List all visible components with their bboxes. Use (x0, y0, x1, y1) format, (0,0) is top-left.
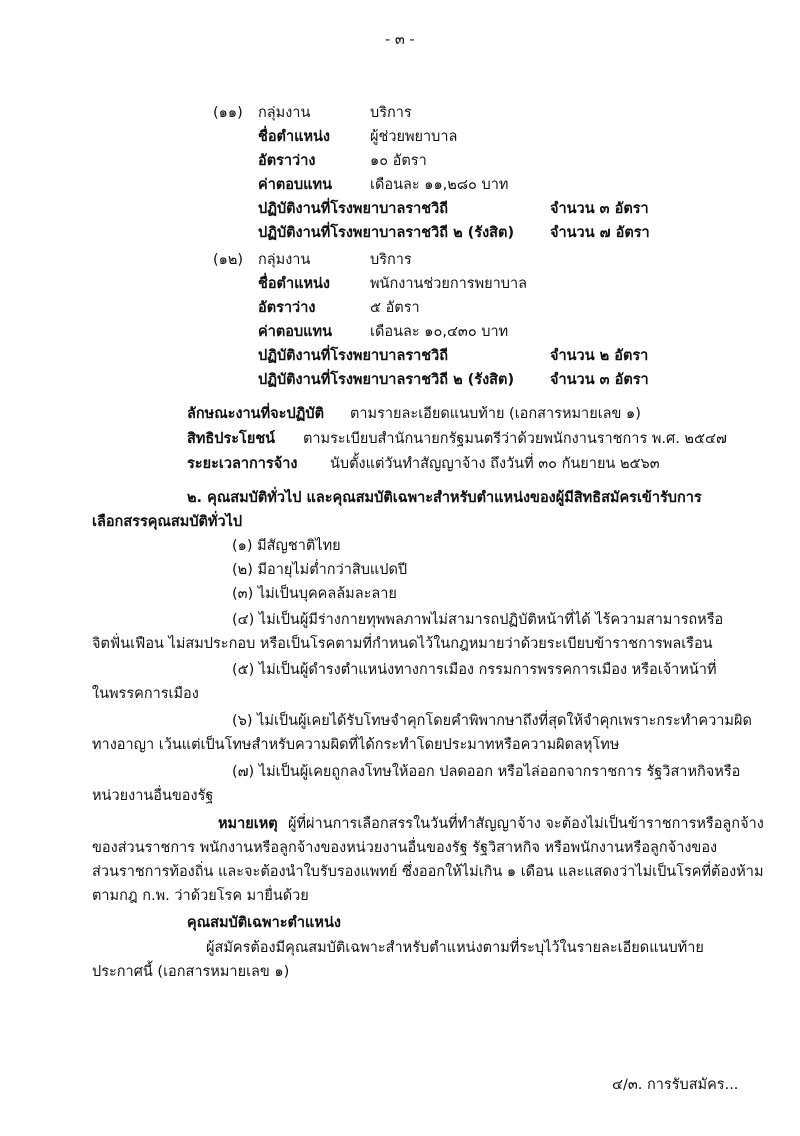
pay-value: เดือนละ ๑๐,๔๓๐ บาท (370, 324, 509, 340)
work1-value: จำนวน ๒ อัตรา (550, 348, 649, 364)
pay-label: ค่าตอบแทน (258, 324, 332, 340)
position-label: ชื่อตำแหน่ง (258, 276, 331, 292)
footer-continuation: ๔/๓. การรับสมัคร... (612, 1077, 739, 1093)
qualification-item-4: (๔) ไม่เป็นผู้มีร่างกายทุพพลภาพไม่สามารถปฏิบัติหน้าที่ได้ ไร้ความสามารถหรือ (232, 612, 724, 628)
duties-label: ลักษณะงานที่จะปฏิบัติ (187, 406, 324, 422)
qualification-item-5-cont: ในพรรคการเมือง (92, 686, 199, 702)
work2-label: ปฏิบัติงานที่โรงพยาบาลราชวิถี ๒ (รังสิต) (258, 225, 515, 241)
vacancy-label: อัตราว่าง (258, 300, 316, 316)
benefits-label: สิทธิประโยชน์ (187, 431, 276, 447)
position-label: ชื่อตำแหน่ง (258, 129, 331, 145)
duties-value: ตามรายละเอียดแนบท้าย (เอกสารหมายเลข ๑) (350, 406, 641, 422)
qualification-item-5: (๕) ไม่เป็นผู้ดำรงตำแหน่งทางการเมือง กรรมการพรรคการเมือง หรือเจ้าหน้าที่ (232, 662, 717, 678)
position-value: ผู้ช่วยพยาบาล (370, 129, 458, 145)
qualification-item-7: (๗) ไม่เป็นผู้เคยถูกลงโทษให้ออก ปลดออก หรือไล่ออกจากราชการ รัฐวิสาหกิจหรือ (232, 764, 741, 780)
period-value: นับตั้งแต่วันทำสัญญาจ้าง ถึงวันที่ ๓๐ กันยายน ๒๕๖๓ (330, 456, 660, 472)
specific-qualifications-heading: คุณสมบัติเฉพาะตำแหน่ง (187, 915, 341, 931)
page-number: - ๓ - (385, 32, 415, 48)
qualification-item-2: (๒) มีอายุไม่ต่ำกว่าสิบแปดปี (232, 562, 408, 578)
work1-label: ปฏิบัติงานที่โรงพยาบาลราชวิถี (258, 201, 449, 217)
group-value: บริการ (370, 252, 412, 268)
work2-label: ปฏิบัติงานที่โรงพยาบาลราชวิถี ๒ (รังสิต) (258, 372, 515, 388)
qualification-item-3: (๓) ไม่เป็นบุคคลล้มละลาย (232, 586, 397, 602)
vacancy-value: ๑๐ อัตรา (370, 153, 427, 169)
qualification-item-6: (๖) ไม่เป็นผู้เคยได้รับโทษจำคุกโดยคำพิพากษาถึงที่สุดให้จำคุกเพราะกระทำความผิด (232, 713, 752, 729)
work1-label: ปฏิบัติงานที่โรงพยาบาลราชวิถี (258, 348, 449, 364)
position-value: พนักงานช่วยการพยาบาล (370, 276, 528, 292)
qualification-item-4-cont: จิตฟั่นเฟือน ไม่สมประกอบ หรือเป็นโรคตามที่กำหนดไว้ในกฎหมายว่าด้วยระเบียบข้าราชการพลเรือน (92, 636, 713, 652)
vacancy-value: ๕ อัตรา (370, 300, 420, 316)
group-value: บริการ (370, 105, 412, 121)
pay-value: เดือนละ ๑๑,๒๘๐ บาท (370, 177, 509, 193)
specific-qualifications-text: ผู้สมัครต้องมีคุณสมบัติเฉพาะสำหรับตำแหน่งตามที่ระบุไว้ในรายละเอียดแนบท้าย (206, 940, 704, 956)
group-label: กลุ่มงาน (258, 252, 311, 268)
group-label: กลุ่มงาน (258, 105, 311, 121)
section-heading: ๒. คุณสมบัติทั่วไป และคุณสมบัติเฉพาะสำหรับตำแหน่งของผู้มีสิทธิสมัครเข้ารับการ (187, 490, 702, 506)
qualification-item-7-cont: หน่วยงานอื่นของรัฐ (92, 788, 214, 804)
note-text-cont-3: ตามกฎ ก.พ. ว่าด้วยโรค มายื่นด้วย (92, 888, 309, 904)
work2-value: จำนวน ๗ อัตรา (550, 225, 650, 241)
note-text: ผู้ที่ผ่านการเลือกสรรในวันที่ทำสัญญาจ้าง จะต้องไม่เป็นข้าราชการหรือลูกจ้าง (288, 816, 764, 832)
qualification-item-1: (๑) มีสัญชาติไทย (232, 538, 341, 554)
specific-qualifications-text-cont: ประกาศนี้ (เอกสารหมายเลข ๑) (92, 964, 290, 980)
group-number: (๑๑) (213, 105, 243, 121)
vacancy-label: อัตราว่าง (258, 153, 316, 169)
note-text-cont-2: ส่วนราชการท้องถิ่น และจะต้องนำใบรับรองแพทย์ ซึ่งออกให้ไม่เกิน ๑ เดือน และแสดงว่าไม่เป็นโรคที่ต้องห้าม (92, 864, 764, 880)
note-label: หมายเหตุ (218, 816, 278, 832)
pay-label: ค่าตอบแทน (258, 177, 332, 193)
note-text-cont-1: ของส่วนราชการ พนักงานหรือลูกจ้างของหน่วยงานอื่นของรัฐ รัฐวิสาหกิจ หรือพนักงานหรือลูกจ้างของ (92, 840, 718, 856)
section-heading-cont: เลือกสรรคุณสมบัติทั่วไป (92, 514, 243, 530)
benefits-value: ตามระเบียบสำนักนายกรัฐมนตรีว่าด้วยพนักงานราชการ พ.ศ. ๒๕๔๗ (303, 431, 727, 447)
work2-value: จำนวน ๓ อัตรา (550, 372, 649, 388)
work1-value: จำนวน ๓ อัตรา (550, 201, 649, 217)
qualification-item-6-cont: ทางอาญา เว้นแต่เป็นโทษสำหรับความผิดที่ได้กระทำโดยประมาทหรือความผิดลหุโทษ (92, 737, 620, 753)
group-number: (๑๒) (213, 252, 244, 268)
period-label: ระยะเวลาการจ้าง (187, 456, 298, 472)
